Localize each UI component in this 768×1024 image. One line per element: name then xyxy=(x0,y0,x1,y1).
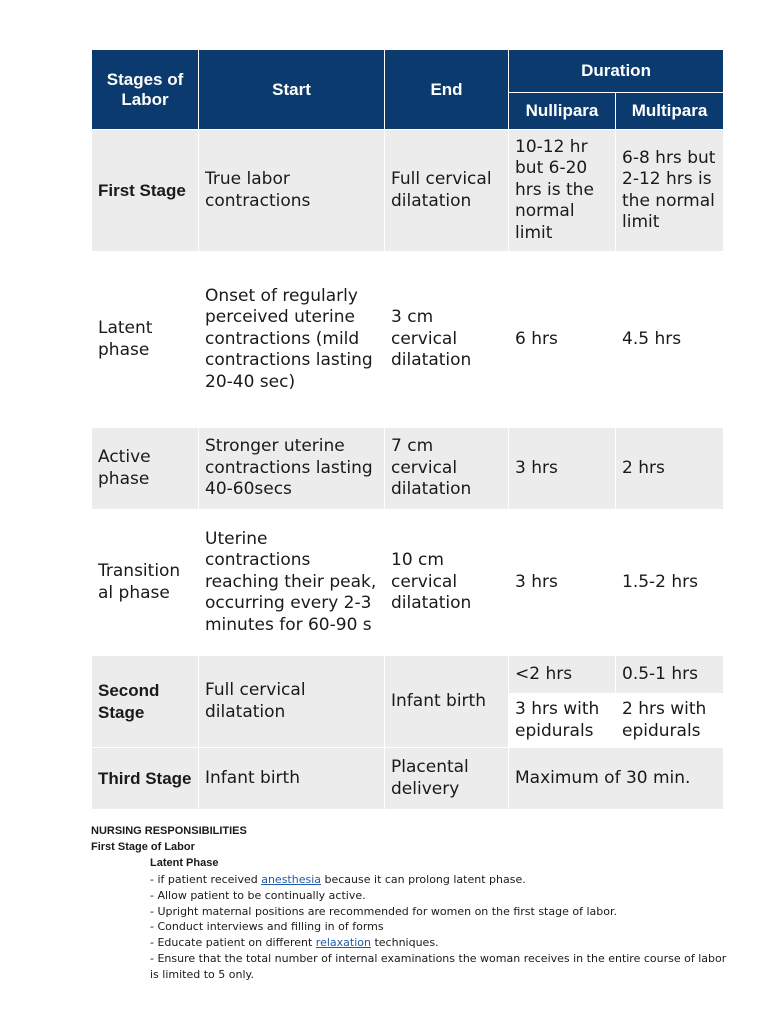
end-cell: 3 cm cervical dilatation xyxy=(385,252,509,428)
end-cell: Infant birth xyxy=(385,656,509,748)
notes-heading: NURSING RESPONSIBILITIES xyxy=(91,825,247,837)
stage-name: Active phase xyxy=(92,428,199,510)
nullipara-cell: 3 hrs xyxy=(509,428,616,510)
start-cell: Infant birth xyxy=(199,748,385,810)
multipara-cell: 2 hrs xyxy=(616,428,724,510)
start-cell: Onset of regularly perceived uterine contractions (mild contractions lasting 20-40 sec) xyxy=(199,252,385,428)
multipara-cell: 1.5-2 hrs xyxy=(616,510,724,656)
stage-name: First Stage xyxy=(92,130,199,252)
list-item: - Ensure that the total number of internal examinations the woman receives in the entire course of labor is limited to 5 only. xyxy=(150,952,727,982)
header-duration: Duration xyxy=(509,50,724,93)
multipara-cell: 2 hrs with epidurals xyxy=(616,694,724,748)
start-cell: Full cervical dilatation xyxy=(199,656,385,748)
list-item: - Allow patient to be continually active. xyxy=(150,888,366,902)
nullipara-cell: 10-12 hr but 6-20 hrs is the normal limit xyxy=(509,130,616,252)
start-cell: True labor contractions xyxy=(199,130,385,252)
nullipara-cell: 6 hrs xyxy=(509,252,616,428)
list-item: - Conduct interviews and filling in of forms xyxy=(150,920,384,934)
multipara-cell: 0.5-1 hrs xyxy=(616,656,724,694)
stage-name: Third Stage xyxy=(92,748,199,810)
end-cell: 7 cm cervical dilatation xyxy=(385,428,509,510)
labor-stages-table xyxy=(91,49,724,810)
relaxation-link[interactable]: relaxation xyxy=(315,936,371,950)
start-cell: Uterine contractions reaching their peak, occurring every 2-3 minutes for 60-90 s xyxy=(199,510,385,656)
end-cell: Placental delivery xyxy=(385,748,509,810)
anesthesia-link[interactable]: anesthesia xyxy=(261,872,322,886)
nullipara-cell: <2 hrs xyxy=(509,656,616,694)
list-item: - if patient received anesthesia because it can prolong latent phase. xyxy=(150,872,526,886)
header-start: Start xyxy=(199,50,385,130)
stage-name: Latent phase xyxy=(92,252,199,428)
table-row xyxy=(92,510,724,656)
header-stages: Stages of Labor xyxy=(92,50,199,130)
table-row xyxy=(92,748,724,810)
notes-subheading: First Stage of Labor xyxy=(91,840,195,853)
header-nullipara: Nullipara xyxy=(509,93,616,130)
table-row xyxy=(92,130,724,252)
notes-phase-heading: Latent Phase xyxy=(150,856,219,869)
stage-name: Transition al phase xyxy=(92,510,199,656)
nursing-notes xyxy=(91,824,731,983)
start-cell: Stronger uterine contractions lasting 40-60secs xyxy=(199,428,385,510)
header-multipara: Multipara xyxy=(616,93,724,130)
end-cell: 10 cm cervical dilatation xyxy=(385,510,509,656)
list-item: - Educate patient on different relaxation techniques. xyxy=(150,936,439,950)
multipara-cell: 6-8 hrs but 2-12 hrs is the normal limit xyxy=(616,130,724,252)
duration-cell: Maximum of 30 min. xyxy=(509,748,724,810)
stage-name: Second Stage xyxy=(92,656,199,748)
nullipara-cell: 3 hrs with epidurals xyxy=(509,694,616,748)
nullipara-cell: 3 hrs xyxy=(509,510,616,656)
end-cell: Full cervical dilatation xyxy=(385,130,509,252)
table-row xyxy=(92,656,724,694)
table-row xyxy=(92,428,724,510)
header-end: End xyxy=(385,50,509,130)
list-item: - Upright maternal positions are recommended for women on the first stage of labor. xyxy=(150,904,617,918)
table-row xyxy=(92,252,724,428)
multipara-cell: 4.5 hrs xyxy=(616,252,724,428)
